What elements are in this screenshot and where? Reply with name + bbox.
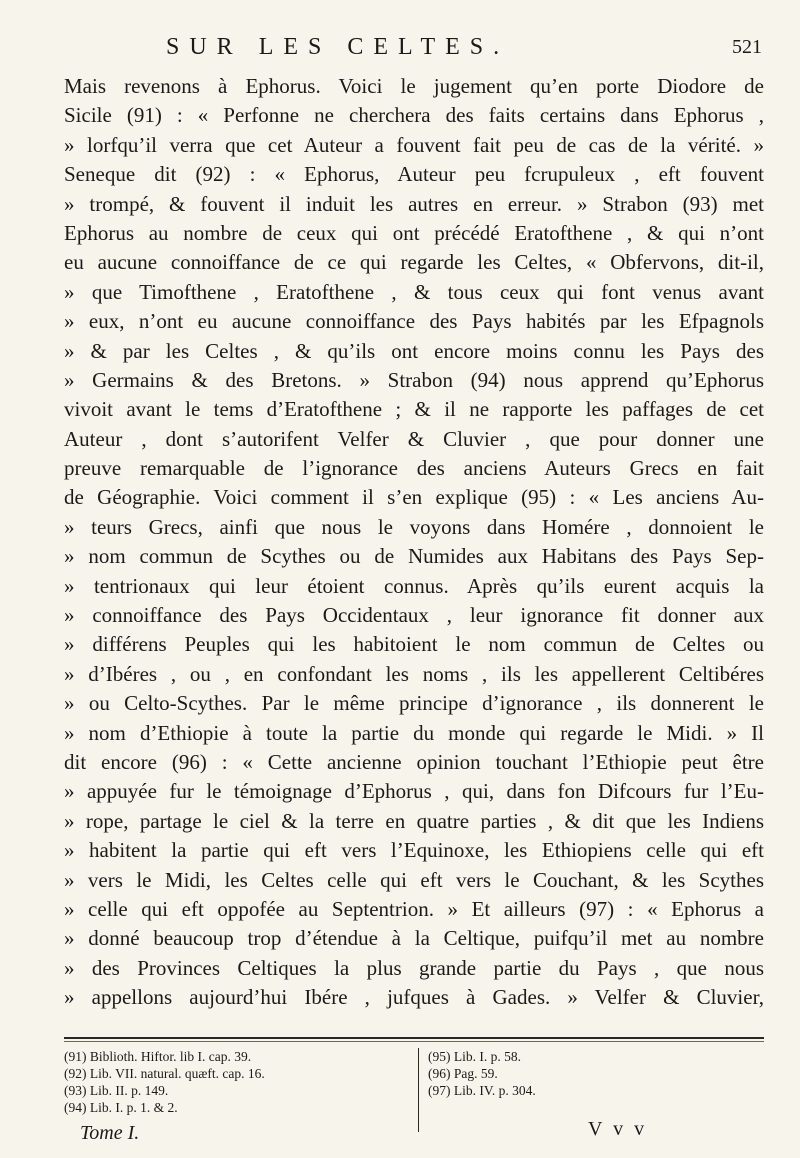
signature-mark: V v v	[588, 1118, 648, 1140]
footnotes-left-column	[64, 1048, 409, 1116]
text-line: dit encore (96) : « Cette ancienne opinion touchant l’Ethiopie peut être	[64, 749, 764, 774]
text-line: vivoit avant le tems d’Eratofthene ; & il ne rapporte les paffages de cet	[64, 397, 764, 422]
footnote-96: (96) Pag. 59.	[428, 1066, 498, 1081]
text-line: » ou Celto-Scythes. Par le même principe d’ignorance , ils donnerent le	[64, 691, 764, 716]
running-head: SUR LES CELTES.	[166, 34, 510, 60]
footnote-95: (95) Lib. I. p. 58.	[428, 1049, 521, 1064]
text-line: » différens Peuples qui les habitoient le nom commun de Celtes ou	[64, 632, 764, 657]
text-line: » connoiffance des Pays Occidentaux , leur ignorance fit donner aux	[64, 603, 764, 628]
text-line: » appuyée fur le témoignage d’Ephorus , qui, dans fon Difcours fur l’Eu-	[64, 779, 764, 804]
text-line: » donné beaucoup trop d’étendue à la Celtique, puifqu’il met au nombre	[64, 926, 764, 951]
text-line: » d’Ibéres , ou , en confondant les noms , ils les appellerent Celtibéres	[64, 661, 764, 686]
footnotes-right-column	[428, 1048, 758, 1099]
text-line: eu aucune connoiffance de ce qui regarde les Celtes, « Obfervons, dit-il,	[64, 250, 764, 275]
footnote-rule-thin	[64, 1041, 764, 1042]
text-line: de Géographie. Voici comment il s’en explique (95) : « Les anciens Au-	[64, 485, 764, 510]
text-line: » habitent la partie qui eft vers l’Equinoxe, les Ethiopiens celle qui eft	[64, 838, 764, 863]
text-line: » & par les Celtes , & qu’ils ont encore moins connu les Pays des	[64, 338, 764, 363]
footnote-91: (91) Biblioth. Hiftor. lib I. cap. 39.	[64, 1049, 252, 1064]
text-line: » des Provinces Celtiques la plus grande partie du Pays , que nous	[64, 955, 764, 980]
text-line: Ephorus au nombre de ceux qui ont précédé Eratofthene , & qui n’ont	[64, 220, 764, 245]
text-line: » lorfqu’il verra que cet Auteur a fouvent fait peu de cas de la vérité. »	[64, 132, 764, 157]
body-text	[64, 72, 764, 1013]
text-line: Auteur , dont s’autorifent Velfer & Cluvier , que pour donner une	[64, 426, 764, 451]
text-line: » teurs Grecs, ainfi que nous le voyons dans Homére , donnoient le	[64, 514, 764, 539]
footnote-97: (97) Lib. IV. p. 304.	[428, 1083, 536, 1098]
text-line: » eux, n’ont eu aucune connoiffance des Pays habités par les Efpagnols	[64, 309, 764, 334]
text-line: » tentrionaux qui leur étoient connus. Après qu’ils eurent acquis la	[64, 573, 764, 598]
text-line: » nom commun de Scythes ou de Numides aux Habitans des Pays Sep-	[64, 544, 764, 569]
text-line: Mais revenons à Ephorus. Voici le jugement qu’en porte Diodore de	[64, 74, 764, 98]
volume-label: Tome I.	[80, 1122, 140, 1144]
text-line: Seneque dit (92) : « Ephorus, Auteur peu fcrupuleux , eft fouvent	[64, 162, 764, 187]
page-header	[0, 34, 800, 64]
page-number: 521	[732, 36, 762, 58]
footnote-column-divider	[418, 1048, 419, 1132]
text-line: Sicile (91) : « Perfonne ne cherchera des faits certains dans Ephorus ,	[64, 103, 764, 128]
text-line: » appellons aujourd’hui Ibére , jufques à Gades. » Velfer & Cluvier,	[64, 985, 764, 1010]
text-line: » trompé, & fouvent il induit les autres en erreur. » Strabon (93) met	[64, 191, 764, 216]
footnote-92: (92) Lib. VII. natural. quæft. cap. 16.	[64, 1066, 265, 1081]
footnote-rule	[64, 1037, 764, 1039]
text-line: » celle qui eft oppofée au Septentrion. » Et ailleurs (97) : « Ephorus a	[64, 896, 764, 921]
footnote-93: (93) Lib. II. p. 149.	[64, 1083, 169, 1098]
text-line: » rope, partage le ciel & la terre en quatre parties , & dit que les Indiens	[64, 808, 764, 833]
text-line: » Germains & des Bretons. » Strabon (94) nous apprend qu’Ephorus	[64, 367, 764, 392]
text-line: » que Timofthene , Eratofthene , & tous ceux qui font venus avant	[64, 279, 764, 304]
text-line: » vers le Midi, les Celtes celle qui eft vers le Couchant, & les Scythes	[64, 867, 764, 892]
text-line: preuve remarquable de l’ignorance des anciens Auteurs Grecs en fait	[64, 456, 764, 481]
text-line: » nom d’Ethiopie à toute la partie du monde qui regarde le Midi. » Il	[64, 720, 764, 745]
footnote-94: (94) Lib. I. p. 1. & 2.	[64, 1100, 178, 1115]
